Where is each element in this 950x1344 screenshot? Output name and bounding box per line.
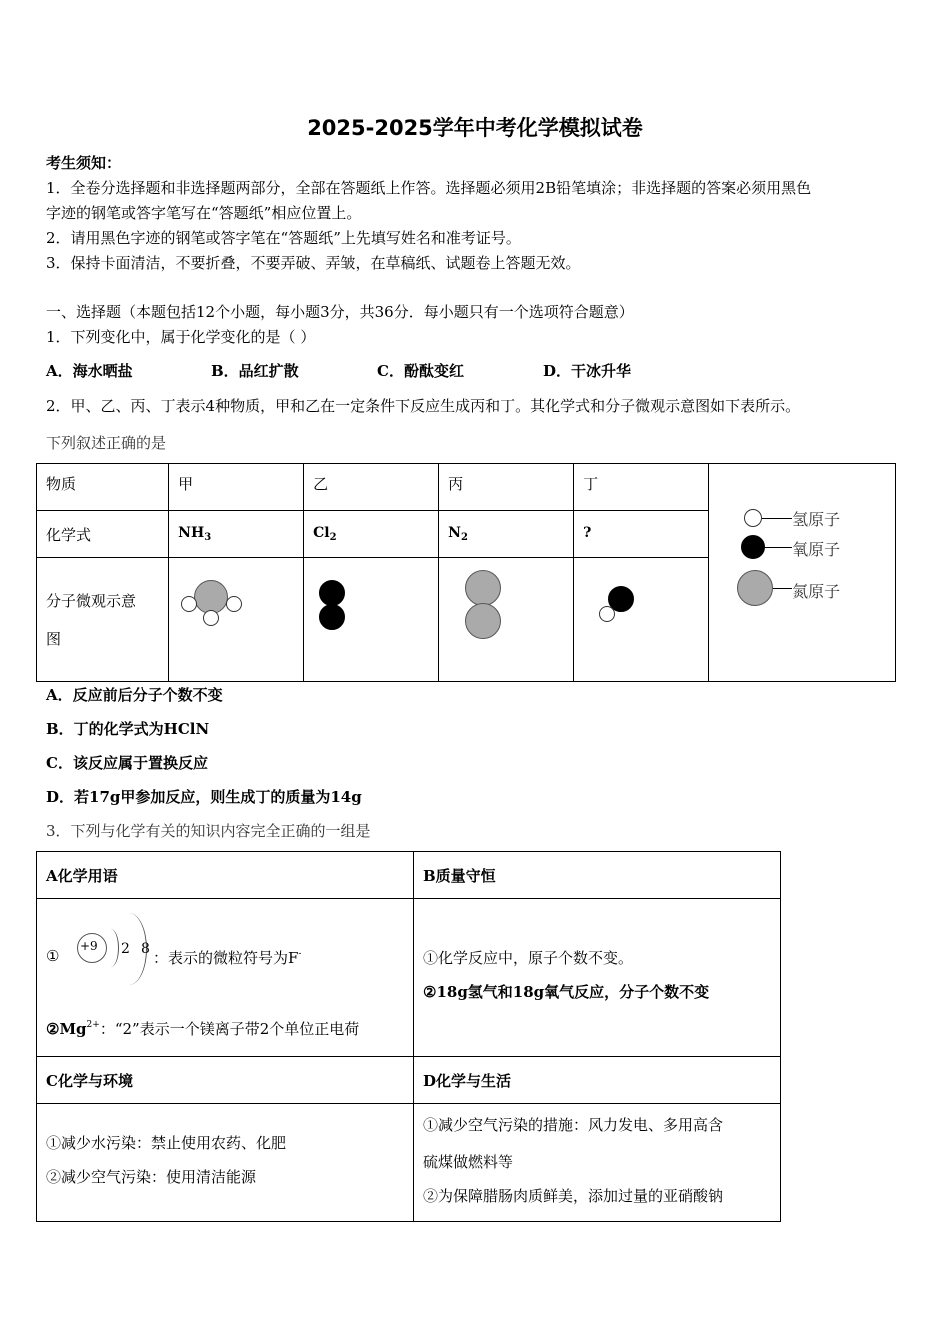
nucleus-charge: +9 xyxy=(80,939,98,953)
header-bing: 丙 xyxy=(439,464,574,511)
cl2-molecule xyxy=(304,558,439,682)
d-item-1-line-1: ①减少空气污染的措施：风力发电、多用高含 xyxy=(423,1116,724,1134)
q3-knowledge-table xyxy=(36,851,781,1222)
hydrogen-atom xyxy=(226,596,242,612)
header-jia: 甲 xyxy=(169,464,304,511)
hydrogen-legend-atom xyxy=(744,509,762,527)
q2-molecule-table xyxy=(36,463,896,682)
formula-n2: $N_2$ xyxy=(439,511,574,558)
q1-option-d: D．干冰升华 xyxy=(543,362,632,380)
q2-stem-line-1: 2．甲、乙、丙、丁表示4种物质，甲和乙在一定条件下反应生成丙和丁。其化学式和分子微观示意图如下表所示。 xyxy=(46,397,801,415)
b-content xyxy=(414,899,781,1057)
q3-stem: 3．下列与化学有关的知识内容完全正确的一组是 xyxy=(46,822,371,840)
section-1-heading: 一、选择题（本题包括12个小题，每小题3分，共36分．每小题只有一个选项符合题意） xyxy=(46,303,634,321)
header-substance: 物质 xyxy=(37,464,169,511)
oxygen-atom xyxy=(319,604,345,630)
nh3-molecule xyxy=(169,558,304,682)
b-header: B质量守恒 xyxy=(414,852,781,899)
shell-1-electrons: 2 xyxy=(121,941,130,957)
nitrogen-atom xyxy=(465,603,501,639)
legend-nitrogen-label: 氮原子 xyxy=(792,582,841,601)
nitrogen-legend-atom xyxy=(737,570,773,606)
shell-2-electrons: 8 xyxy=(141,941,150,957)
c-item-1: ①减少水污染：禁止使用农药、化肥 xyxy=(46,1134,287,1152)
oxygen-legend-atom xyxy=(741,535,765,559)
page-title: 2025-2025学年中考化学模拟试卷 xyxy=(307,116,643,140)
c-content xyxy=(37,1104,414,1222)
b-item-1: ①化学反应中，原子个数不变。 xyxy=(423,949,634,967)
oxygen-atom xyxy=(319,580,345,606)
d-item-2: ②为保障腊肠肉质鲜美，添加过量的亚硝酸钠 xyxy=(423,1187,724,1205)
q2-option-a: A．反应前后分子个数不变 xyxy=(46,686,223,704)
label-formula: 化学式 xyxy=(37,511,169,558)
b-item-2: ②18g氢气和18g氧气反应，分子个数不变 xyxy=(423,983,710,1001)
hydrogen-atom xyxy=(599,606,615,622)
q1-option-a: A．海水晒盐 xyxy=(46,362,133,380)
header-ding: 丁 xyxy=(574,464,709,511)
nitrogen-atom xyxy=(465,570,501,606)
legend-oxygen-label: 氧原子 xyxy=(792,540,841,559)
notice-item-1-line-2: 字迹的钢笔或答字笔写在“答题纸”相应位置上。 xyxy=(46,204,362,222)
a-item-1: ：表示的微粒符号为F- xyxy=(153,949,302,967)
a-item-1-prefix: ① xyxy=(46,947,60,965)
atom-legend xyxy=(709,464,896,682)
formula-nh3: $NH_3$ xyxy=(169,511,304,558)
a-content xyxy=(37,899,414,1057)
legend-hydrogen-label: 氢原子 xyxy=(792,510,841,529)
d-header: D化学与生活 xyxy=(414,1057,781,1104)
header-yi: 乙 xyxy=(304,464,439,511)
c-header: C化学与环境 xyxy=(37,1057,414,1104)
q2-option-b: B．丁的化学式为HClN xyxy=(46,720,210,738)
notice-item-3: 3．保持卡面清洁，不要折叠，不要弄破、弄皱，在草稿纸、试题卷上答题无效。 xyxy=(46,254,581,272)
a-item-2: $②Mg^{2+}$：“2”表示一个镁离子带2个单位正电荷 xyxy=(46,1020,360,1038)
notice-item-2: 2．请用黑色字迹的钢笔或答字笔在“答题纸”上先填写姓名和准考证号。 xyxy=(46,229,521,247)
q1-option-b: B．品红扩散 xyxy=(211,362,299,380)
hydrogen-atom xyxy=(181,596,197,612)
formula-cl2: $Cl_2$ xyxy=(304,511,439,558)
unknown-molecule xyxy=(574,558,709,682)
q2-stem-line-2: 下列叙述正确的是 xyxy=(46,434,167,452)
q1-option-c: C．酚酞变红 xyxy=(377,362,464,380)
q1-stem: 1．下列变化中，属于化学变化的是（ ） xyxy=(46,328,316,346)
notice-item-1-line-1: 1．全卷分选择题和非选择题两部分，全部在答题纸上作答。选择题必须用2B铅笔填涂；非选择题的答案必须用黑色 xyxy=(46,179,812,197)
label-molecule-diagram: 分子微观示意 图 xyxy=(37,558,169,682)
a-header: A化学用语 xyxy=(37,852,414,899)
atomic-structure-diagram xyxy=(75,907,155,987)
formula-unknown: ? xyxy=(574,511,709,558)
notice-heading: 考生须知： xyxy=(46,154,122,172)
d-item-1-line-2: 硫煤做燃料等 xyxy=(423,1153,514,1171)
c-item-2: ②减少空气污染：使用清洁能源 xyxy=(46,1168,257,1186)
nitrogen-atom xyxy=(194,580,228,614)
q2-option-d: D．若17g甲参加反应，则生成丁的质量为14g xyxy=(46,788,362,806)
q2-option-c: C．该反应属于置换反应 xyxy=(46,754,208,772)
d-content xyxy=(414,1104,781,1222)
hydrogen-atom xyxy=(203,610,219,626)
n2-molecule xyxy=(439,558,574,682)
